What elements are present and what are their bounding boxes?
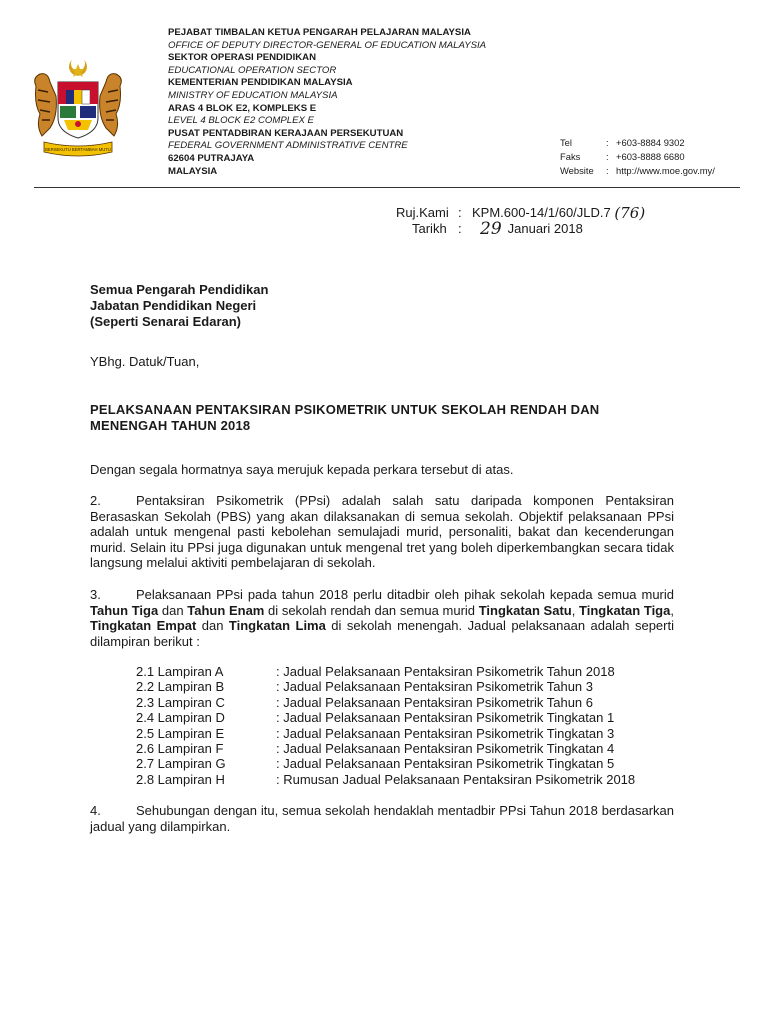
lampiran-key: 2.1 Lampiran A	[136, 664, 224, 679]
tarikh-label: Tarikh	[412, 221, 447, 236]
letterhead-address	[168, 27, 486, 178]
p3-bold: Tingkatan Lima	[228, 618, 326, 633]
coat-of-arms-crest	[28, 56, 128, 160]
paragraph-2-text: Pentaksiran Psikometrik (PPsi) adalah salah satu daripada komponen Pentaksiran Berasaskan Sekolah (PBS) yang akan dilaksanakan di semua sekolah. Objektif pelaksanaan PPsi adalah untuk mengenal pasti kebolehan semulajadi murid, personaliti, bakat dan kecenderungan murid. Selain itu PPsi juga digunakan untuk mengenal tret yang boleh diperkembangkan secara tidak langsung melalui aktiviti pembelajaran di sekolah.	[90, 493, 674, 570]
paragraph-4	[90, 803, 674, 834]
letterhead-line: KEMENTERIAN PENDIDIKAN MALAYSIA	[168, 77, 353, 89]
tel-label: Tel	[560, 137, 572, 148]
letterhead-line: LEVEL 4 BLOCK E2 COMPLEX E	[168, 115, 314, 127]
letterhead-line: FEDERAL GOVERNMENT ADMINISTRATIVE CENTRE	[168, 140, 408, 152]
lampiran-item	[136, 756, 635, 771]
letterhead-line: MINISTRY OF EDUCATION MALAYSIA	[168, 89, 338, 101]
p3-bold: Tingkatan Tiga	[579, 602, 671, 618]
lampiran-description: : Jadual Pelaksanaan Pentaksiran Psikometrik Tahun 3	[276, 679, 594, 695]
tel-value: +603-8884 9302	[616, 137, 685, 148]
contact-website: Website : http://www.moe.gov.my/	[560, 164, 715, 178]
lampiran-item	[136, 664, 635, 679]
letterhead-line: 62604 PUTRAJAYA	[168, 152, 255, 164]
p3-text: ,	[670, 602, 674, 618]
recipient-address	[90, 282, 268, 330]
lampiran-key: 2.6 Lampiran F	[136, 741, 224, 757]
letterhead-line: SEKTOR OPERASI PENDIDIKAN	[168, 52, 317, 64]
paragraph-2	[90, 493, 674, 571]
letterhead-line: OFFICE OF DEPUTY DIRECTOR-GENERAL OF EDUCATION MALAYSIA	[168, 39, 487, 51]
lampiran-item	[136, 710, 635, 725]
p3-bold: Tingkatan Empat	[90, 618, 197, 633]
lampiran-item	[136, 679, 635, 694]
lampiran-key: 2.4 Lampiran D	[136, 710, 225, 726]
p3-bold: Tahun Enam	[187, 602, 265, 618]
lampiran-item	[136, 726, 635, 741]
fax-label: Faks	[560, 151, 581, 163]
contact-fax: Faks : +603-8888 6680	[560, 150, 715, 164]
lampiran-key: 2.8 Lampiran H	[136, 771, 225, 787]
letterhead-line: PEJABAT TIMBALAN KETUA PENGARAH PELAJARAN MALAYSIA	[168, 27, 471, 38]
paragraph-number: 4.	[90, 803, 101, 818]
letterhead-line: MALAYSIA	[168, 165, 218, 177]
p3-text: dan	[196, 618, 229, 633]
contact-block	[560, 136, 715, 179]
ruj-row: Ruj.Kami : KPM.600-14/1/60/JLD.7 (76)	[396, 204, 646, 222]
p3-text: Pelaksanaan PPsi pada tahun 2018 perlu ditadbir oleh pihak sekolah kepada semua murid	[136, 587, 674, 602]
recipient-line: (Seperti Senarai Edaran)	[90, 314, 241, 329]
ruj-value: KPM.600-14/1/60/JLD.7	[472, 205, 611, 220]
tarikh-handwritten-day: 29	[480, 219, 502, 239]
header-divider	[34, 187, 740, 188]
letterhead-line: EDUCATIONAL OPERATION SECTOR	[168, 64, 337, 76]
p3-text: di sekolah menengah. Jadual pelaksanaan adalah seperti dilampiran berikut :	[90, 618, 674, 649]
recipient-line: Semua Pengarah Pendidikan	[90, 282, 269, 297]
p3-bold: Tahun Tiga	[90, 602, 159, 618]
fax-value: +603-8888 6680	[616, 151, 685, 163]
letterhead-line: PUSAT PENTADBIRAN KERAJAAN PERSEKUTUAN	[168, 127, 404, 139]
tarikh-row: Tarikh : 29 Januari 2018	[396, 221, 645, 237]
lampiran-description: : Jadual Pelaksanaan Pentaksiran Psikometrik Tingkatan 4	[276, 741, 615, 757]
lampiran-item	[136, 695, 635, 710]
p3-bold: Tingkatan Satu	[478, 602, 572, 618]
crest-motto: BERSEKUTU BERTAMBAH MUTU	[45, 147, 111, 152]
lampiran-item	[136, 772, 635, 787]
letter-subject: PELAKSANAAN PENTAKSIRAN PSIKOMETRIK UNTUK SEKOLAH RENDAH DAN MENENGAH TAHUN 2018	[90, 402, 600, 433]
paragraph-3	[90, 587, 674, 649]
lampiran-description: : Jadual Pelaksanaan Pentaksiran Psikometrik Tahun 6	[276, 694, 594, 710]
lampiran-list	[136, 664, 635, 787]
lampiran-description: : Jadual Pelaksanaan Pentaksiran Psikometrik Tingkatan 3	[276, 725, 615, 741]
letterhead-line: ARAS 4 BLOK E2, KOMPLEKS E	[168, 102, 317, 114]
recipient-line: Jabatan Pendidikan Negeri	[90, 298, 257, 313]
lampiran-description: : Jadual Pelaksanaan Pentaksiran Psikometrik Tingkatan 1	[276, 710, 615, 726]
contact-tel: Tel : +603-8884 9302	[560, 136, 715, 150]
lampiran-key: 2.7 Lampiran G	[136, 756, 226, 772]
lampiran-key: 2.2 Lampiran B	[136, 679, 225, 695]
lampiran-description: : Rumusan Jadual Pelaksanaan Pentaksiran Psikometrik 2018	[276, 771, 636, 787]
paragraph-number: 2.	[90, 493, 101, 508]
ruj-handwritten-number: (76)	[614, 204, 646, 222]
lampiran-key: 2.5 Lampiran E	[136, 725, 225, 741]
p3-text: ,	[571, 602, 580, 618]
opening-paragraph: Dengan segala hormatnya saya merujuk kepada perkara tersebut di atas.	[90, 462, 514, 477]
paragraph-4-text: Sehubungan dengan itu, semua sekolah hendaklah mentadbir PPsi Tahun 2018 berdasarkan jadual yang dilampirkan.	[90, 803, 674, 834]
lampiran-item	[136, 741, 635, 756]
p3-text: di sekolah rendah dan semua murid	[264, 602, 479, 618]
reference-block	[396, 205, 645, 237]
lampiran-description: : Jadual Pelaksanaan Pentaksiran Psikometrik Tingkatan 5	[276, 756, 615, 772]
lampiran-description: : Jadual Pelaksanaan Pentaksiran Psikometrik Tahun 2018	[276, 664, 615, 679]
lampiran-key: 2.3 Lampiran C	[136, 694, 225, 710]
salutation: YBhg. Datuk/Tuan,	[90, 354, 200, 369]
website-label: Website	[560, 165, 594, 177]
p3-text: dan	[158, 602, 188, 618]
ruj-label: Ruj.Kami	[396, 205, 449, 220]
paragraph-number: 3.	[90, 587, 101, 602]
website-link[interactable]: http://www.moe.gov.my/	[616, 165, 715, 177]
tarikh-value: Januari 2018	[507, 221, 583, 236]
